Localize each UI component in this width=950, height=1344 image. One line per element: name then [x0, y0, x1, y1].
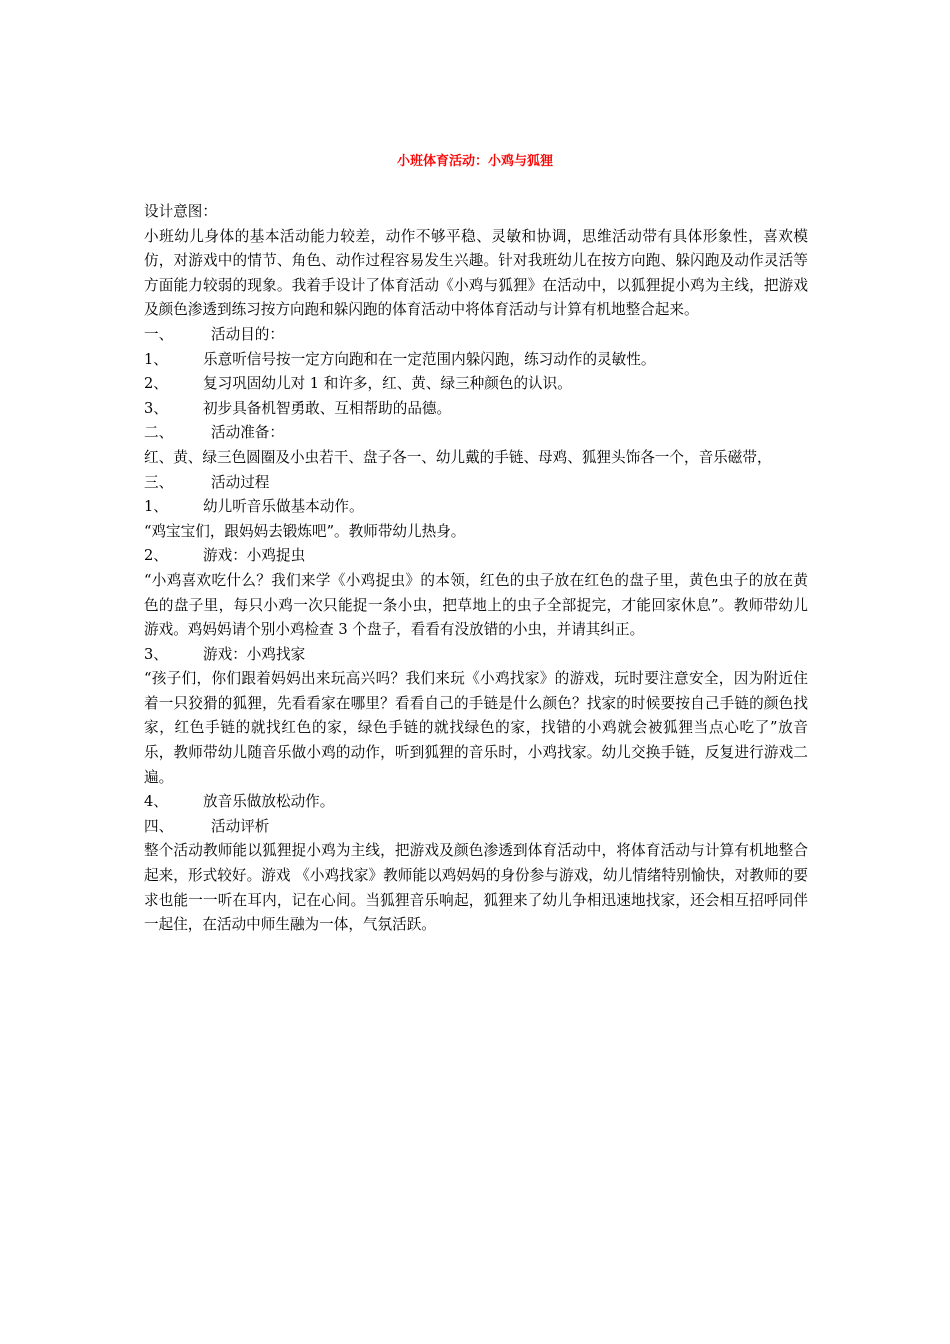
goal-number: 2、	[144, 375, 168, 393]
section-heading-1	[144, 323, 808, 348]
intro-paragraph: 小班幼儿身体的基本活动能力较差，动作不够平稳、灵敏和协调，思维活动带有具体形象性，喜欢模仿，对游戏中的情节、角色、动作过程容易发生兴趣。针对我班幼儿在按方向跑、躲闪跑及动作灵活等方面能力较弱的现象。我着手设计了体育活动《小鸡与狐狸》在活动中，以狐狸捉小鸡为主线，把游戏及颜色渗透到练习按方向跑和躲闪跑的体育活动中将体育活动与计算有机地整合起来。	[144, 227, 808, 319]
step-item	[144, 544, 808, 569]
step-text: 放音乐做放松动作。	[203, 793, 335, 811]
goal-number: 1、	[144, 350, 168, 368]
section-label: 活动目的：	[211, 325, 284, 343]
step-item	[144, 495, 808, 520]
goal-text: 初步具备机智勇敢、互相帮助的品德。	[203, 399, 452, 417]
step-description: “孩子们，你们跟着妈妈出来玩高兴吗？我们来玩《小鸡找家》的游戏，玩时要注意安全，因为附近住着一只狡猾的狐狸，先看看家在哪里？看看自己的手链是什么颜色？找家的时候要按自己手链的颜色找家，红色手链的就找红色的家，绿色手链的就找绿色的家，找错的小鸡就会被狐狸当点心吃了”放音乐，教师带幼儿随音乐做小鸡的动作，听到狐狸的音乐时，小鸡找家。幼儿交换手链，反复进行游戏二遍。	[144, 670, 808, 786]
section-label: 活动评析	[211, 817, 270, 835]
goal-item	[144, 397, 808, 422]
section-number: 三、	[144, 473, 174, 491]
goal-number: 3、	[144, 399, 168, 417]
goal-item	[144, 372, 808, 397]
section-label: 活动过程	[211, 473, 270, 491]
step-item	[144, 643, 808, 668]
review-paragraph: 整个活动教师能以狐狸捉小鸡为主线，把游戏及颜色渗透到体育活动中，将体育活动与计算有机地整合起来，形式较好。游戏 《小鸡找家》教师能以鸡妈妈的身份参与游戏，幼儿情绪特别愉快，对教师的要求也能一一听在耳内，记在心间。当狐狸音乐响起，狐狸来了幼儿争相迅速地找家，还会相互招呼同伴一起住，在活动中师生融为一体，气氛活跃。	[144, 842, 808, 934]
section-number: 一、	[144, 325, 174, 343]
step-number: 1、	[144, 498, 168, 516]
section-heading-2	[144, 421, 808, 446]
step-number: 4、	[144, 793, 168, 811]
section-heading-3	[144, 471, 808, 496]
prep-paragraph: 红、黄、绿三色圆圈及小虫若干、盘子各一、幼儿戴的手链、母鸡、狐狸头饰各一个，音乐磁带，	[144, 448, 772, 466]
step-text: 游戏：小鸡捉虫	[203, 547, 306, 565]
goal-item	[144, 348, 808, 373]
section-number: 四、	[144, 817, 174, 835]
step-text: 幼儿听音乐做基本动作。	[203, 498, 364, 516]
section-heading-4	[144, 815, 808, 840]
step-number: 3、	[144, 645, 168, 663]
intro-heading: 设计意图：	[144, 203, 217, 220]
step-item	[144, 790, 808, 815]
goal-text: 乐意听信号按一定方向跑和在一定范围内躲闪跑，练习动作的灵敏性。	[203, 350, 656, 368]
goal-text: 复习巩固幼儿对 1 和许多，红、黄、绿三种颜色的认识。	[203, 375, 572, 393]
step-description: “小鸡喜欢吃什么？我们来学《小鸡捉虫》的本领，红色的虫子放在红色的盘子里，黄色虫子的放在黄色的盘子里，每只小鸡一次只能捉一条小虫，把草地上的虫子全部捉完，才能回家休息”。教师带幼儿游戏。鸡妈妈请个别小鸡检查 3 个盘子，看看有没放错的小虫，并请其纠正。	[144, 571, 808, 639]
document-title: 小班体育活动：小鸡与狐狸	[396, 154, 553, 169]
section-number: 二、	[144, 424, 174, 442]
document-body	[144, 200, 808, 938]
section-label: 活动准备：	[211, 424, 284, 442]
step-text: 游戏：小鸡找家	[203, 645, 306, 663]
step-number: 2、	[144, 547, 168, 565]
step-description: “鸡宝宝们，跟妈妈去锻炼吧”。教师带幼儿热身。	[144, 522, 466, 540]
